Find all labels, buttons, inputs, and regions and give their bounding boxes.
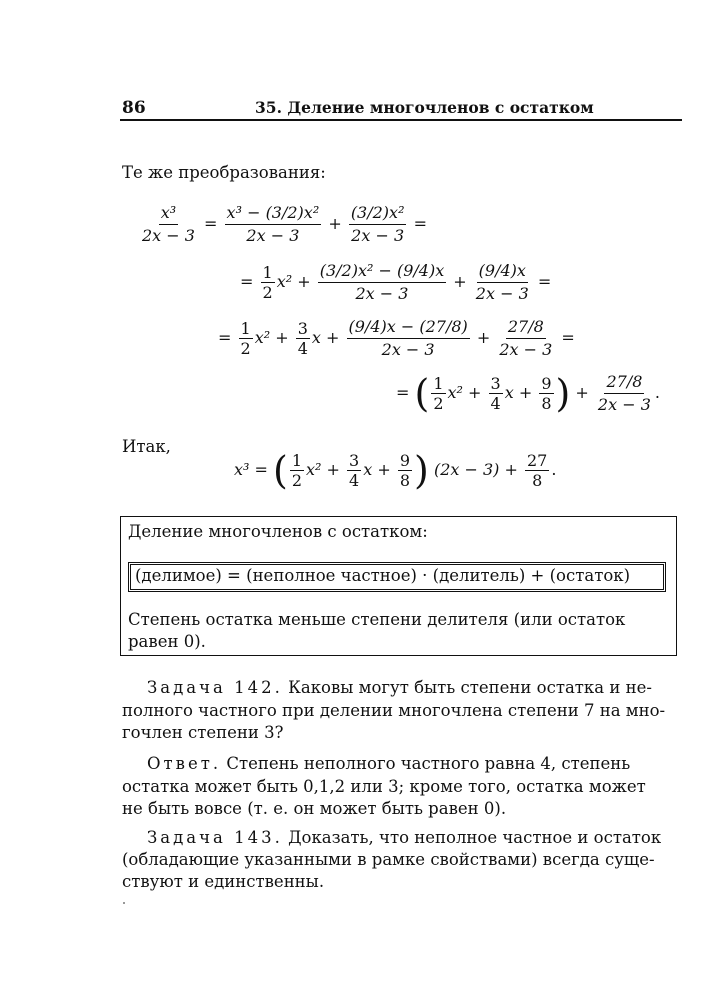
scan-speck [123, 902, 125, 904]
itak-text: Итак, [122, 437, 171, 456]
equation-line-4: = ( $\frac{1}{2}$ x² + $\frac{3}{4}$ x + $\frac{9}{8}$ ) + $\frac{27/8}{2x - 3}$ . [396, 371, 660, 416]
fraction-remainder: $\frac{27/8}{2x - 3}$ [597, 372, 651, 414]
answer-line-2: остатка может быть 0,1,2 или 3; кроме того, остатка может [122, 777, 646, 796]
task-143-line-3: ствуют и единственны. [122, 872, 325, 891]
fraction-term-a: $\frac{(9/4)x - (27/8)}{2x - 3}$ [348, 317, 468, 359]
fraction-term-a: $\frac{\text{(3/2)x² − (9/4)x}}{2x - 3}$ [319, 261, 445, 303]
equation-line-3: = $\frac{1}{2}$ x² + $\frac{3}{4}$ x + $\frac{(9/4)x - (27/8)}{2x - 3}$ + $\frac{27/8}{2x - 3}$ = [218, 317, 575, 359]
fraction-three-quarters: $\frac{3}{4}$ [297, 319, 308, 358]
fraction-half: $\frac{1}{2}$ [262, 263, 273, 302]
fraction-three-quarters: $\frac{3}{4}$ [490, 374, 501, 413]
running-header-title: 35. Деление многочленов с остатком [255, 98, 594, 117]
fraction-remainder: $\frac{27}{8}$ [526, 451, 548, 490]
box-formula: (делимое) = (неполное частное) · (делитель) + (остаток) [135, 566, 630, 585]
answer-line-3: не быть вовсе (т. е. он может быть равен 0). [122, 799, 507, 818]
intro-text: Те же преобразования: [122, 163, 326, 182]
task-143-line-2: (обладающие указанными в рамке свойствами) всегда суще- [122, 850, 655, 869]
page-number: 86 [122, 98, 146, 118]
task-142-line-3: гочлен степени 3? [122, 723, 284, 742]
divisor-factor: (2x − 3) [433, 460, 500, 479]
fraction-half: $\frac{1}{2}$ [433, 374, 444, 413]
fraction-lhs: $\frac{\text{x³}}{2x - 3}$ [142, 203, 195, 245]
equation-line-1: $\frac{\text{x³}}{2x - 3}$ = $\frac{\text{x³ − (3/2)x²}}{2x - 3}$ + $\frac{\text{(3/2)x²}}{2x - 3}$ = [142, 203, 427, 245]
answer-label: Ответ. [147, 754, 222, 773]
fraction-term-a: $\frac{\text{x³ − (3/2)x²}}{2x - 3}$ [226, 203, 320, 245]
fraction-term-b: $\frac{\text{(3/2)x²}}{2x - 3}$ [350, 203, 405, 245]
answer-line-1: Ответ. Степень неполного частного равна 4, степень [147, 754, 631, 773]
task-143-line-1: Задача 143. Доказать, что неполное частное и остаток [147, 828, 662, 847]
box-title: Деление многочленов с остатком: [128, 522, 428, 541]
header-rule [120, 119, 682, 121]
task-142-label: Задача 142. [147, 678, 283, 697]
task-142-line-2: полного частного при делении многочлена степени 7 на мно- [122, 701, 666, 720]
result-equation: x³ = ( $\frac{1}{2}$ x² + $\frac{3}{4}$ x + $\frac{9}{8}$ ) (2x − 3) + $\frac{27}{8}$ . [234, 448, 557, 493]
box-note-line-1: Степень остатка меньше степени делителя (или остаток [128, 610, 626, 629]
task-143-label: Задача 143. [147, 828, 283, 847]
task-142-line-1: Задача 142. Каковы могут быть степени остатка и не- [147, 678, 652, 697]
x-squared: x² [276, 272, 293, 291]
fraction-term-b: $\frac{27/8}{2x - 3}$ [499, 317, 553, 359]
fraction-nine-eighths: $\frac{9}{8}$ [541, 374, 552, 413]
equation-line-2: = $\frac{1}{2}$ x² + $\frac{\text{(3/2)x² − (9/4)x}}{2x - 3}$ + $\frac{(9/4)x}{2x - 3}$ = [240, 261, 552, 303]
box-note-line-2: равен 0). [128, 632, 206, 651]
fraction-half: $\frac{1}{2}$ [240, 319, 251, 358]
fraction-term-b: $\frac{(9/4)x}{2x - 3}$ [475, 261, 529, 303]
